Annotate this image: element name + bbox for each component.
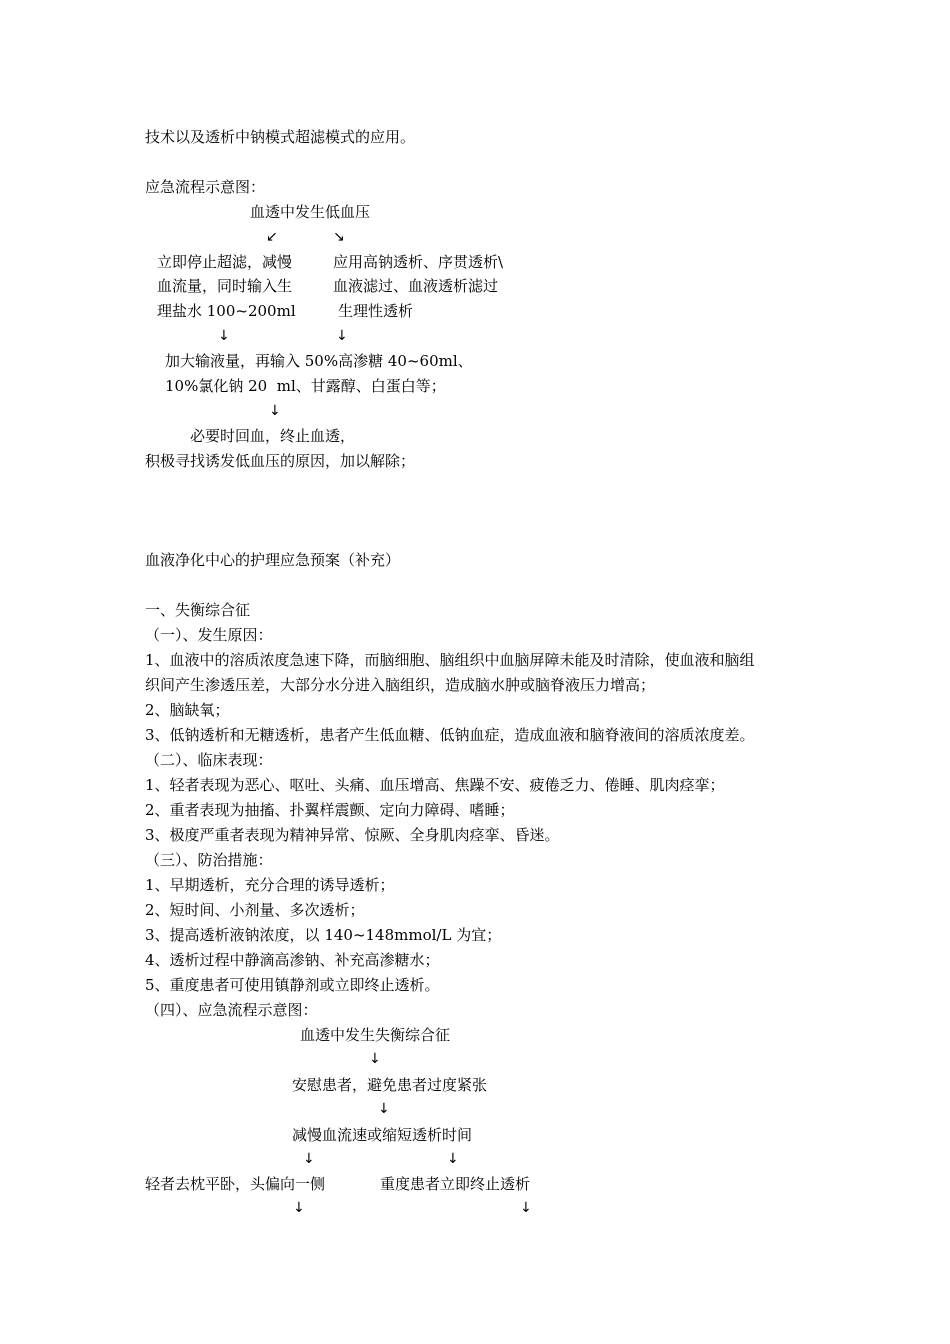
- flow2-heading: （四）、应急流程示意图：: [145, 1001, 318, 1019]
- flow1-start: 血透中发生低血压: [250, 203, 371, 221]
- flow2-step1: 血透中发生失衡综合征: [300, 1026, 451, 1044]
- arrow-down-icon: ↓: [293, 1200, 305, 1216]
- arrow-down-icon: ↓: [336, 328, 348, 344]
- measure-line: 4、透析过程中静滴高渗钠、补充高渗糖水；: [145, 951, 440, 969]
- arrow-down-left-icon: ↙: [266, 229, 278, 245]
- arrow-down-icon: ↓: [520, 1200, 532, 1216]
- clinical-line: 3、极度严重者表现为精神异常、惊厥、全身肌肉痉挛、昏迷。: [145, 826, 560, 844]
- flow1-merge-line2: 10%氯化钠 20 ml、甘露醇、白蛋白等；: [165, 377, 446, 395]
- clinical-line: 2、重者表现为抽搐、扑翼样震颤、定向力障碍、嗜睡；: [145, 801, 515, 819]
- arrow-down-icon: ↓: [378, 1101, 390, 1117]
- flow2-right-branch: 重度患者立即终止透析: [380, 1175, 531, 1193]
- flow1-title: 应急流程示意图：: [145, 178, 266, 196]
- arrow-down-icon: ↓: [447, 1151, 459, 1167]
- flow1-left-line1: 立即停止超滤，减慢: [157, 253, 293, 271]
- arrow-down-icon: ↓: [303, 1151, 315, 1167]
- cause-heading: （一）、发生原因：: [145, 626, 273, 644]
- measure-line: 5、重度患者可使用镇静剂或立即终止透析。: [145, 976, 440, 994]
- flow2-step2: 安慰患者，避免患者过度紧张: [292, 1076, 488, 1094]
- cause-line: 2、脑缺氧；: [145, 701, 230, 719]
- measures-heading: （三）、防治措施：: [145, 851, 273, 869]
- flow1-merge-line1: 加大输液量，再输入 50%高渗糖 40~60ml、: [165, 352, 473, 370]
- clinical-heading: （二）、临床表现：: [145, 751, 273, 769]
- flow2-step3: 减慢血流速或缩短透析时间: [292, 1126, 473, 1144]
- cause-line: 1、血液中的溶质浓度急速下降，而脑细胞、脑组织中血脑屏障未能及时清除，使血液和脑组: [145, 651, 755, 669]
- clinical-line: 1、轻者表现为恶心、呕吐、头痛、血压增高、焦躁不安、疲倦乏力、倦睡、肌肉痉挛；: [145, 776, 725, 794]
- flow1-left-line2: 血流量，同时输入生: [157, 277, 293, 295]
- arrow-down-right-icon: ↘: [333, 229, 345, 245]
- flow1-left-line3: 理盐水 100~200ml: [157, 302, 296, 320]
- flow1-final-line1: 必要时回血，终止血透，: [190, 427, 356, 445]
- intro-line: 技术以及透析中钠模式超滤模式的应用。: [145, 128, 416, 146]
- measure-line: 3、提高透析液钠浓度，以 140~148mmol/L 为宜；: [145, 926, 502, 944]
- flow1-final-line2: 积极寻找诱发低血压的原因，加以解除；: [145, 452, 416, 470]
- measure-line: 2、短时间、小剂量、多次透析；: [145, 901, 365, 919]
- measure-line: 1、早期透析，充分合理的诱导透析；: [145, 876, 395, 894]
- arrow-down-icon: ↓: [369, 1051, 381, 1067]
- item-heading: 一、失衡综合征: [145, 601, 251, 619]
- flow1-right-line1: 应用高钠透析、序贯透析\: [333, 253, 504, 271]
- cause-line: 织间产生渗透压差，大部分水分进入脑组织，造成脑水肿或脑脊液压力增高；: [145, 676, 656, 694]
- flow1-right-line2: 血液滤过、血液透析滤过: [333, 277, 499, 295]
- flow2-left-branch: 轻者去枕平卧，头偏向一侧: [145, 1175, 326, 1193]
- arrow-down-icon: ↓: [218, 328, 230, 344]
- flow1-right-line3: 生理性透析: [338, 302, 414, 320]
- cause-line: 3、低钠透析和无糖透析，患者产生低血糖、低钠血症，造成血液和脑脊液间的溶质浓度差。: [145, 726, 755, 744]
- section-heading: 血液净化中心的护理应急预案（补充）: [145, 551, 401, 569]
- arrow-down-icon: ↓: [269, 403, 281, 419]
